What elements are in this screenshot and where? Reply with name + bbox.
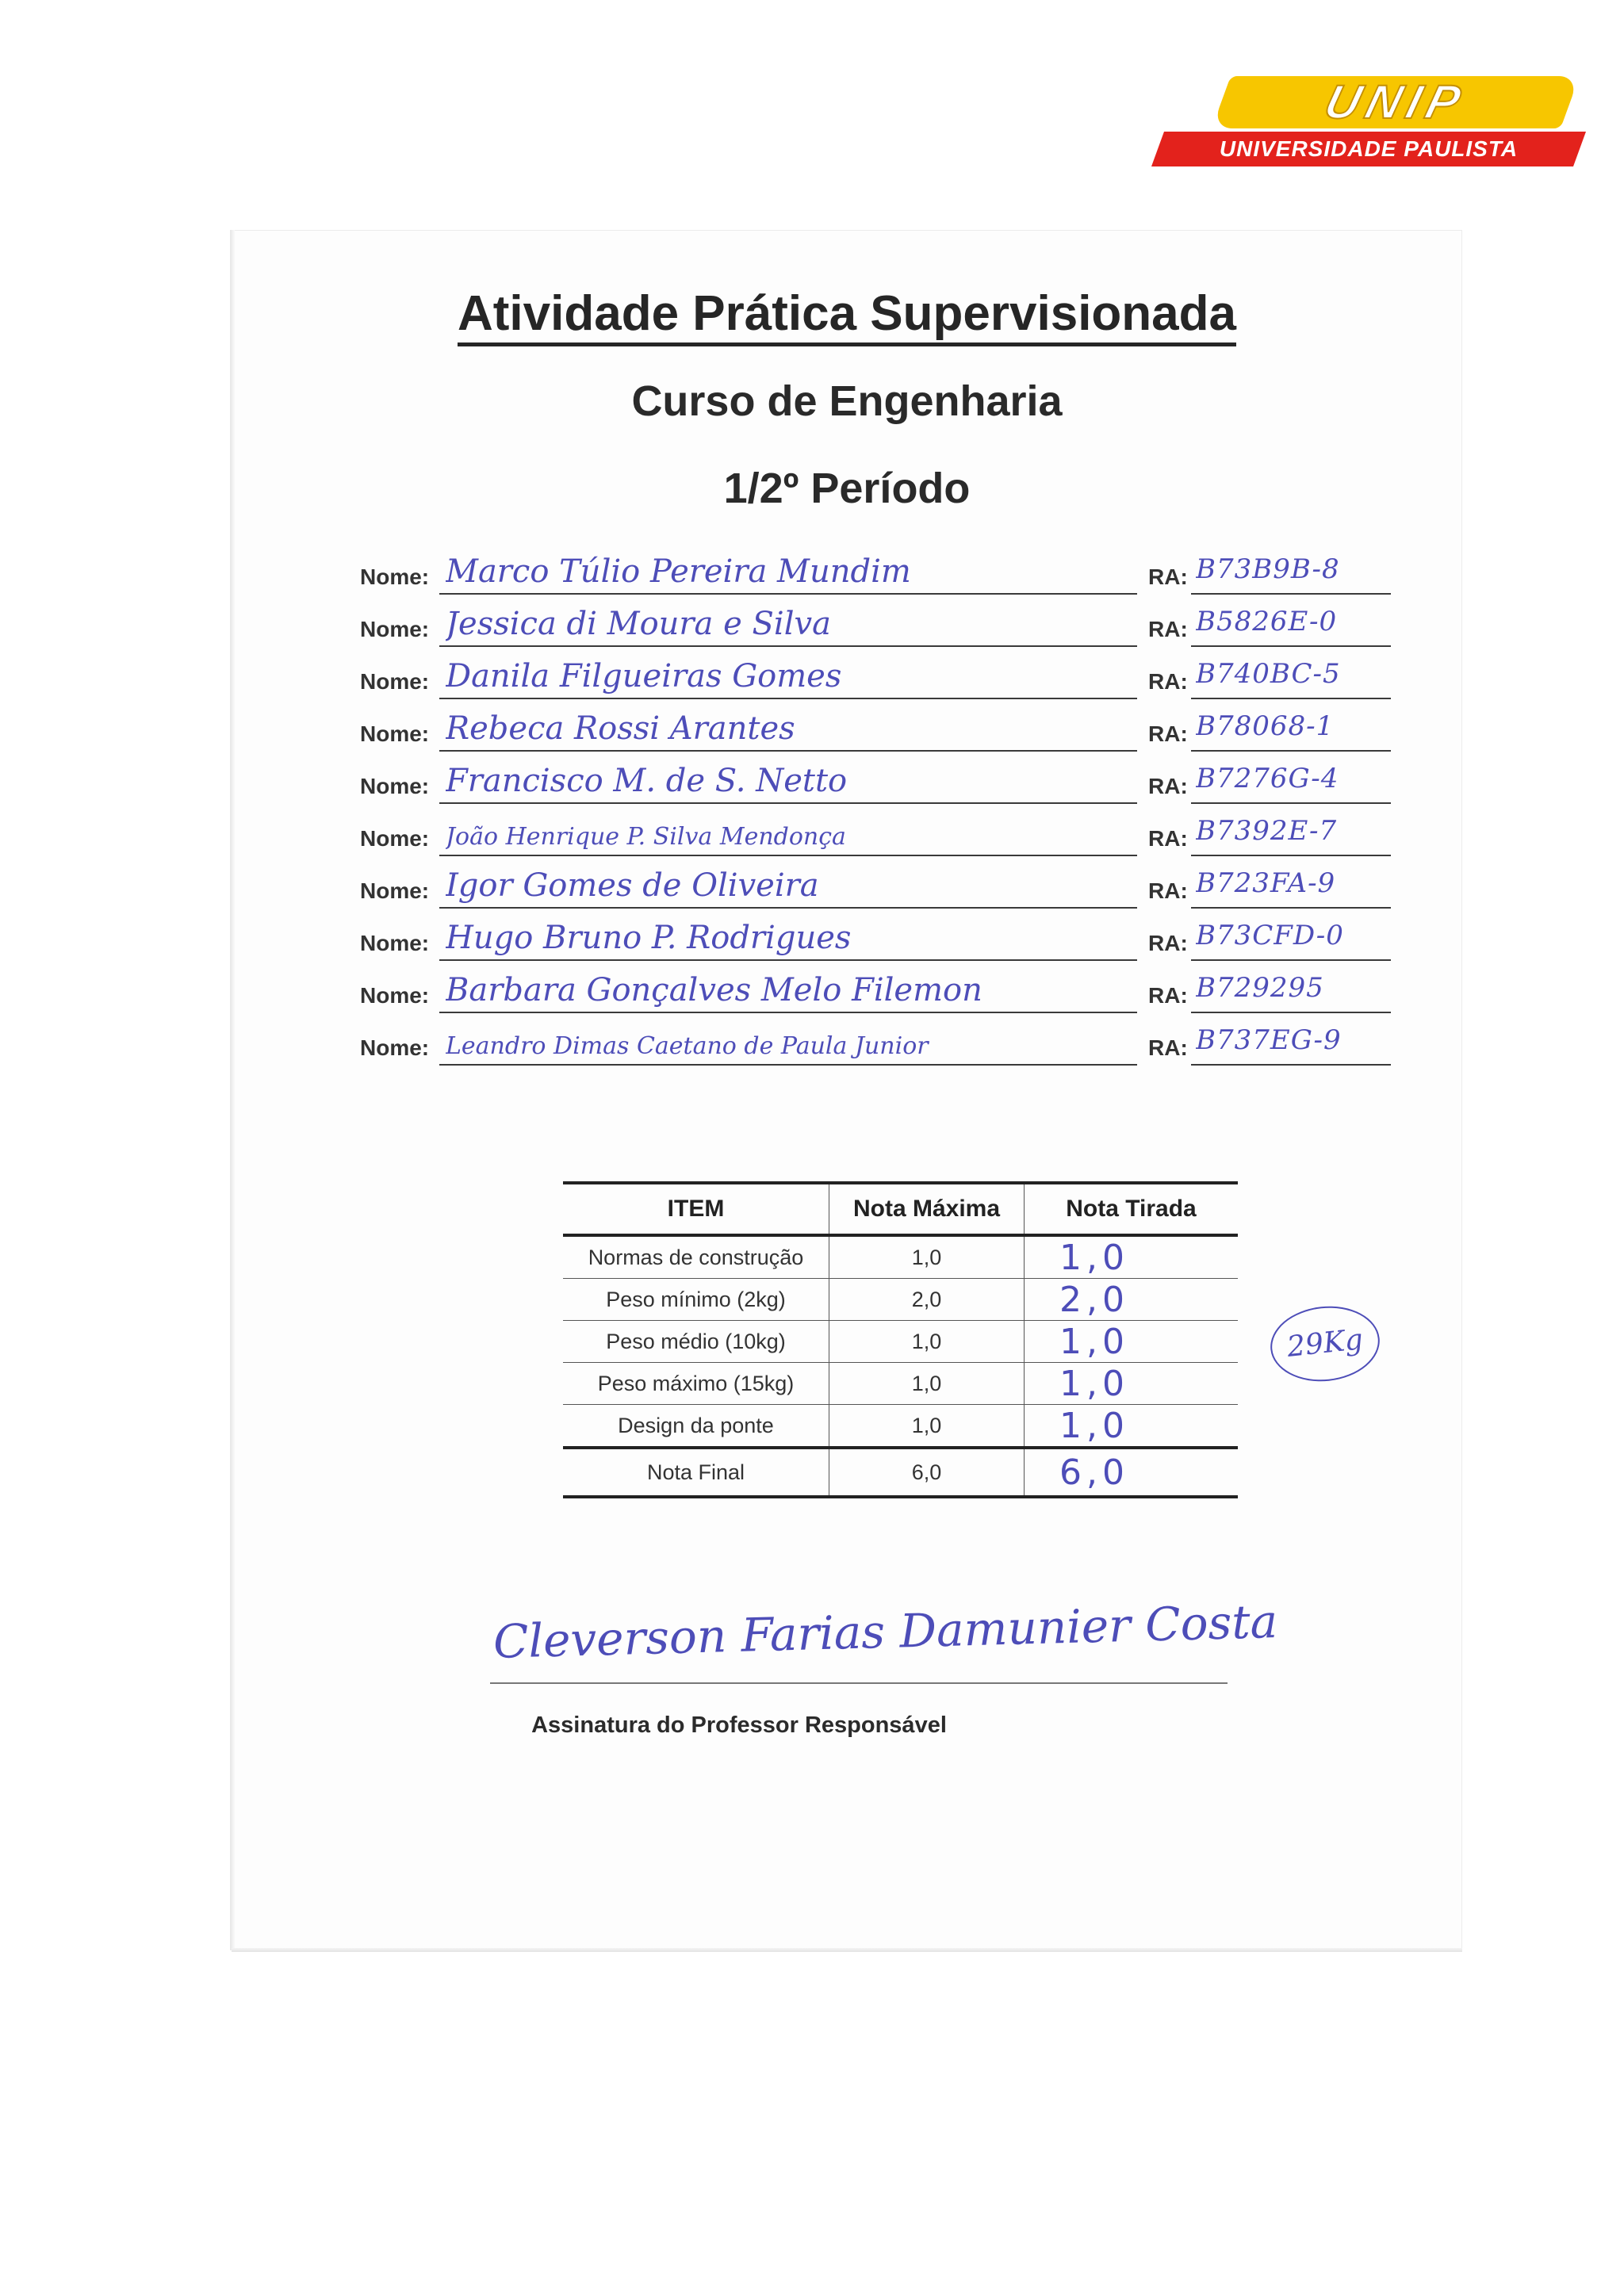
obtained-grade-cell: 2,0 (1025, 1279, 1239, 1321)
ra-label: RA: (1148, 721, 1188, 746)
name-underline (439, 802, 1137, 804)
ra-underline (1191, 907, 1391, 909)
member-ra: B5826E-0 (1196, 606, 1338, 637)
period-title: 1/2º Período (723, 465, 971, 512)
signature-line (490, 1682, 1228, 1684)
member-row (360, 913, 1391, 966)
member-ra: B7392E-7 (1196, 815, 1338, 847)
member-name: Hugo Bruno P. Rodrigues (446, 920, 852, 956)
member-name: Rebeca Rossi Arantes (446, 710, 795, 747)
ra-label: RA: (1148, 983, 1188, 1008)
member-name: Igor Gomes de Oliveira (446, 867, 819, 904)
member-name: Marco Túlio Pereira Mundim (446, 553, 911, 590)
ra-underline (1191, 855, 1391, 856)
unip-logo (1158, 76, 1586, 170)
obtained-grade-cell: 1,0 (1025, 1405, 1239, 1448)
name-label: Nome: (360, 617, 430, 641)
obtained-grade-cell: 1,0 (1025, 1363, 1239, 1405)
final-row (563, 1448, 1238, 1497)
ra-label: RA: (1148, 826, 1188, 851)
table-header-row (563, 1183, 1238, 1235)
member-row (360, 599, 1391, 652)
name-underline (439, 907, 1137, 909)
ra-underline (1191, 1012, 1391, 1013)
member-row (360, 1018, 1391, 1070)
member-ra: B740BC-5 (1196, 658, 1341, 690)
max-grade-cell: 1,0 (829, 1363, 1025, 1405)
name-underline (439, 593, 1137, 595)
name-label: Nome: (360, 669, 430, 694)
item-cell: Design da ponte (563, 1405, 829, 1448)
name-underline (439, 855, 1137, 856)
ra-label: RA: (1148, 617, 1188, 641)
logo-band (1151, 132, 1586, 166)
max-grade-cell: 1,0 (829, 1235, 1025, 1279)
logo-tagline: UNIVERSIDADE PAULISTA (1219, 136, 1519, 161)
sheet-edge (232, 1948, 1462, 1952)
member-ra: B729295 (1196, 972, 1324, 1004)
name-label: Nome: (360, 878, 430, 903)
weight-note: 29Kg (1266, 1301, 1383, 1387)
member-name: Leandro Dimas Caetano de Paula Junior (446, 1032, 929, 1060)
ra-label: RA: (1148, 564, 1188, 589)
final-max-cell: 6,0 (829, 1448, 1025, 1497)
table-row (563, 1279, 1238, 1321)
scanned-sheet (232, 230, 1462, 1950)
member-row (360, 861, 1391, 913)
logo-wordmark (1212, 76, 1580, 128)
table-row (563, 1235, 1238, 1279)
member-ra: B723FA-9 (1196, 867, 1336, 899)
name-label: Nome: (360, 931, 430, 955)
obtained-grade-cell: 1,0 (1025, 1321, 1239, 1363)
ra-underline (1191, 1064, 1391, 1066)
member-name: Danila Filgueiras Gomes (446, 658, 842, 695)
course-title: Curso de Engenharia (631, 377, 1063, 425)
ra-label: RA: (1148, 878, 1188, 903)
item-cell: Peso mínimo (2kg) (563, 1279, 829, 1321)
header-got: Nota Tirada (1025, 1183, 1239, 1235)
ra-underline (1191, 959, 1391, 961)
final-got-cell: 6,0 (1025, 1448, 1239, 1497)
members-list (360, 547, 1391, 1070)
name-underline (439, 698, 1137, 699)
final-label-cell: Nota Final (563, 1448, 829, 1497)
name-underline (439, 645, 1137, 647)
item-cell: Peso máximo (15kg) (563, 1363, 829, 1405)
item-cell: Peso médio (10kg) (563, 1321, 829, 1363)
table-row (563, 1363, 1238, 1405)
member-ra: B73B9B-8 (1196, 553, 1340, 585)
name-label: Nome: (360, 1035, 430, 1060)
professor-signature: Cleverson Farias Damunier Costa (492, 1594, 1278, 1669)
ra-label: RA: (1148, 774, 1188, 798)
member-ra: B737EG-9 (1196, 1024, 1342, 1056)
name-underline (439, 959, 1137, 961)
ra-underline (1191, 698, 1391, 699)
max-grade-cell: 2,0 (829, 1279, 1025, 1321)
member-row (360, 652, 1391, 704)
name-underline (439, 750, 1137, 752)
item-cell: Normas de construção (563, 1235, 829, 1279)
ra-underline (1191, 802, 1391, 804)
member-ra: B78068-1 (1196, 710, 1335, 742)
ra-underline (1191, 593, 1391, 595)
header-max: Nota Máxima (829, 1183, 1025, 1235)
grades-table (563, 1181, 1238, 1498)
table-row (563, 1405, 1238, 1448)
name-label: Nome: (360, 564, 430, 589)
header-item: ITEM (563, 1183, 829, 1235)
table-row (563, 1321, 1238, 1363)
member-name: Jessica di Moura e Silva (446, 606, 831, 642)
member-name: João Henrique P. Silva Mendonça (446, 823, 846, 851)
max-grade-cell: 1,0 (829, 1405, 1025, 1448)
ra-label: RA: (1148, 1035, 1188, 1060)
name-underline (439, 1012, 1137, 1013)
member-row (360, 704, 1391, 756)
member-row (360, 547, 1391, 599)
obtained-grade-cell: 1,0 (1025, 1235, 1239, 1279)
member-name: Francisco M. de S. Netto (446, 763, 848, 799)
signature-caption: Assinatura do Professor Responsável (531, 1712, 947, 1738)
document-title: Atividade Prática Supervisionada (232, 285, 1462, 342)
member-row (360, 756, 1391, 809)
max-grade-cell: 1,0 (829, 1321, 1025, 1363)
ra-underline (1191, 750, 1391, 752)
name-label: Nome: (360, 826, 430, 851)
name-label: Nome: (360, 774, 430, 798)
member-row (360, 809, 1391, 861)
ra-label: RA: (1148, 931, 1188, 955)
member-row (360, 966, 1391, 1018)
logo-word-text: UNIP (1319, 75, 1473, 128)
member-name: Barbara Gonçalves Melo Filemon (446, 972, 982, 1008)
name-label: Nome: (360, 721, 430, 746)
name-label: Nome: (360, 983, 430, 1008)
ra-underline (1191, 645, 1391, 647)
member-ra: B73CFD-0 (1196, 920, 1344, 951)
ra-label: RA: (1148, 669, 1188, 694)
member-ra: B7276G-4 (1196, 763, 1339, 794)
name-underline (439, 1064, 1137, 1066)
